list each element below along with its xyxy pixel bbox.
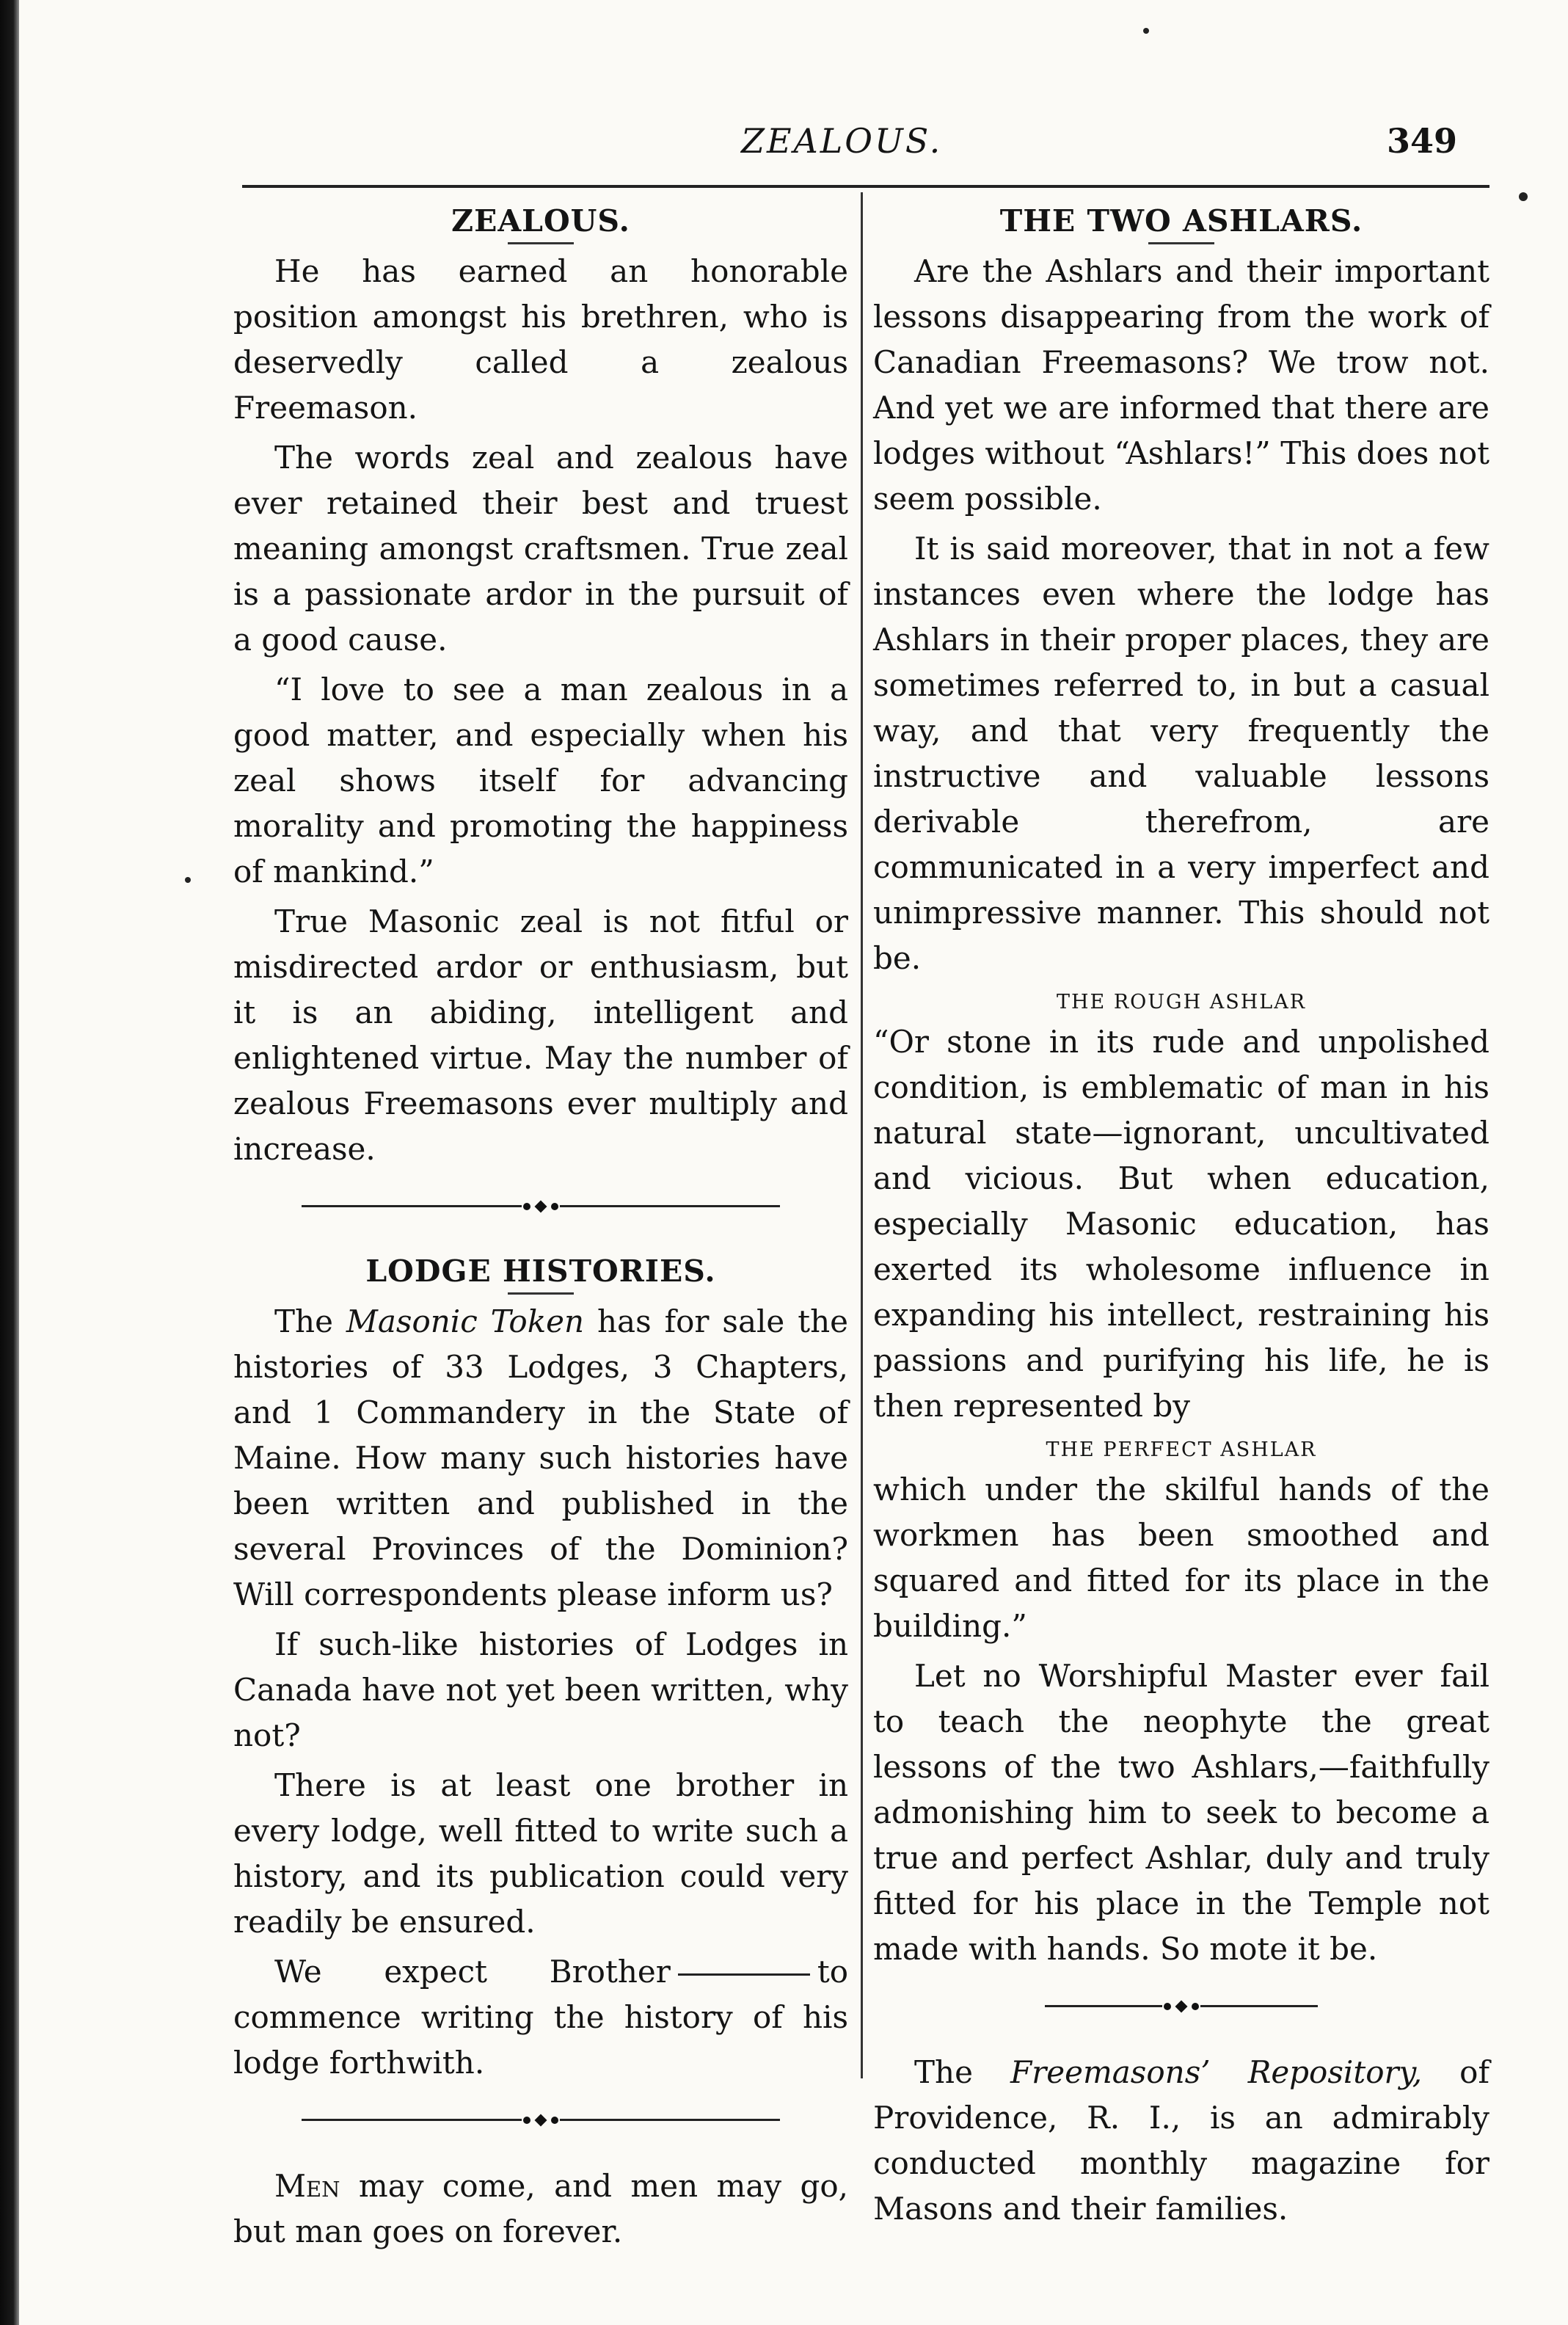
subheading-rough-ashlar: THE ROUGH ASHLAR bbox=[1056, 991, 1307, 1014]
section-ornament bbox=[233, 1198, 848, 1220]
article-title: LODGE HISTORIES. bbox=[365, 1254, 716, 1289]
paragraph: He has earned an honorable position amongst his brethren, who is deservedly called a zealous Freemason. bbox=[233, 253, 848, 426]
article-zealous bbox=[233, 200, 848, 1172]
paragraph: The words zeal and zealous have ever retained their best and truest meaning amongst craftsmen. True zeal is a passionate ardor in the pursuit of a good cause. bbox=[233, 440, 848, 658]
paragraph: True Masonic zeal is not fitful or misdirected ardor or enthusiasm, but it is an abiding, intelligent and enlightened virtue. May the number of zealous Freemasons ever multiply and increase. bbox=[233, 903, 848, 1167]
publication-name: Masonic Token bbox=[346, 1303, 585, 1339]
left-column bbox=[233, 200, 848, 2259]
page-header bbox=[242, 121, 1489, 172]
paragraph: Let no Worshipful Master ever fail to teach the neophyte the great lessons of the two Ashlars,—faithfully admonishing him to seek to become a true and perfect Ashlar, duly and truly fitted for his place in the Temple not made with hands. So mote it be. bbox=[873, 1658, 1489, 1967]
header-rule bbox=[242, 185, 1489, 188]
article-lodge-histories bbox=[233, 1250, 848, 2086]
paragraph-repository: The Freemasons’ Repository, of Providence, R. I., is an admirably conducted monthly magazine for Masons and their families. bbox=[873, 2054, 1489, 2227]
article-two-ashlars bbox=[873, 200, 1489, 1972]
title-rule bbox=[1148, 242, 1214, 244]
blank-dash bbox=[678, 1973, 810, 1976]
column-divider bbox=[861, 192, 863, 2078]
section-ornament bbox=[233, 2112, 848, 2134]
paragraph: which under the skilful hands of the workmen has been smoothed and squared and fitted for its place in the building.” bbox=[873, 1471, 1489, 1644]
paragraph-men-may-come: Men may come, and men may go, but man goes on forever. bbox=[233, 2168, 848, 2249]
book-binding-edge bbox=[0, 0, 19, 2325]
running-head: ZEALOUS. bbox=[741, 121, 943, 161]
title-rule bbox=[508, 1292, 574, 1295]
paragraph: Are the Ashlars and their important lessons disappearing from the work of Canadian Freemasons? We trow not. And yet we are informed that there are lodges without “Ashlars!” This does not seem possible. bbox=[873, 253, 1489, 517]
section-ornament bbox=[873, 1998, 1489, 2020]
print-speck bbox=[185, 877, 191, 883]
article-title: ZEALOUS. bbox=[451, 203, 630, 239]
print-speck bbox=[1519, 192, 1528, 201]
right-column bbox=[873, 200, 1489, 2236]
print-speck bbox=[1143, 28, 1149, 34]
paragraph: We expect Brother to commence writing the history of his lodge forthwith. bbox=[233, 1954, 848, 2081]
subheading-perfect-ashlar: THE PERFECT ASHLAR bbox=[1046, 1438, 1317, 1461]
paragraph: The Masonic Token has for sale the histories of 33 Lodges, 3 Chapters, and 1 Commandery in the State of Maine. How many such histories have been written and published in the several Provinces of the Dominion? Will correspondents please inform us? bbox=[233, 1303, 848, 1612]
paragraph: “I love to see a man zealous in a good matter, and especially when his zeal shows itself for advancing morality and promoting the happiness of mankind.” bbox=[233, 672, 848, 889]
paragraph: It is said moreover, that in not a few instances even where the lodge has Ashlars in their proper places, they are sometimes referred to, in but a casual way, and that very frequently the instructive and valuable lessons derivable therefrom, are communicated in a very imperfect and unimpressive manner. This should not be. bbox=[873, 531, 1489, 976]
page-number: 349 bbox=[1387, 121, 1458, 161]
paragraph: There is at least one brother in every lodge, well fitted to write such a history, and its publication could very readily be ensured. bbox=[233, 1767, 848, 1940]
title-rule bbox=[508, 242, 574, 244]
paragraph: If such-like histories of Lodges in Canada have not yet been written, why not? bbox=[233, 1626, 848, 1753]
publication-name: Freemasons’ Repository, bbox=[1010, 2054, 1423, 2090]
paragraph: “Or stone in its rude and unpolished condition, is emblematic of man in his natural state—ignorant, uncultivated and vicious. But when education, especially Masonic education, has exerted its wholesome influence in expanding his intellect, restraining his passions and purifying his life, he is then represented by bbox=[873, 1024, 1489, 1424]
article-title: THE TWO ASHLARS. bbox=[999, 203, 1363, 239]
